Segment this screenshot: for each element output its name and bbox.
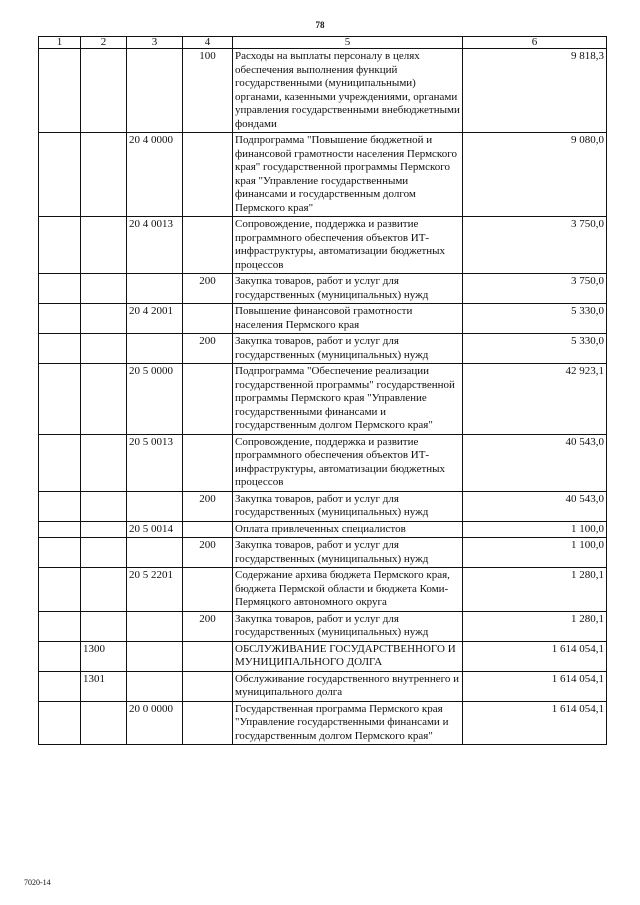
col1-cell — [39, 521, 81, 538]
amount-cell: 9 080,0 — [463, 133, 607, 217]
table-row — [39, 304, 607, 334]
section-code-cell — [81, 568, 127, 612]
description-cell: Повышение финансовой грамотности населения Пермского края — [233, 304, 463, 334]
target-article-cell: 20 4 2001 — [127, 304, 183, 334]
table-row — [39, 217, 607, 274]
description-cell: Закупка товаров, работ и услуг для государственных (муниципальных) нужд — [233, 334, 463, 364]
column-header: 4 — [183, 37, 233, 49]
section-code-cell — [81, 133, 127, 217]
col1-cell — [39, 217, 81, 274]
column-header: 6 — [463, 37, 607, 49]
col1-cell — [39, 491, 81, 521]
table-row — [39, 491, 607, 521]
col1-cell — [39, 671, 81, 701]
col1-cell — [39, 568, 81, 612]
target-article-cell — [127, 49, 183, 133]
target-article-cell: 20 5 0000 — [127, 364, 183, 435]
description-cell: Сопровождение, поддержка и развитие программного обеспечения объектов ИТ-инфраструктуры, автоматизации бюджетных процессов — [233, 434, 463, 491]
expense-type-cell — [183, 304, 233, 334]
description-cell: Расходы на выплаты персоналу в целях обеспечения выполнения функций государственными (муниципальными) органами, казенными учреждениями, органами управления государственными внебюджетными фондами — [233, 49, 463, 133]
table-row — [39, 568, 607, 612]
description-cell: Закупка товаров, работ и услуг для государственных (муниципальных) нужд — [233, 274, 463, 304]
section-code-cell — [81, 304, 127, 334]
expense-type-cell — [183, 568, 233, 612]
description-cell: Содержание архива бюджета Пермского края, бюджета Пермской области и бюджета Коми-Пермяцкого автономного округа — [233, 568, 463, 612]
expense-type-cell — [183, 217, 233, 274]
col1-cell — [39, 304, 81, 334]
table-row — [39, 611, 607, 641]
table-row — [39, 49, 607, 133]
table-row — [39, 364, 607, 435]
amount-cell: 42 923,1 — [463, 364, 607, 435]
amount-cell: 1 614 054,1 — [463, 701, 607, 745]
section-code-cell — [81, 334, 127, 364]
amount-cell: 3 750,0 — [463, 217, 607, 274]
target-article-cell — [127, 491, 183, 521]
expense-type-cell — [183, 133, 233, 217]
description-cell: Оплата привлеченных специалистов — [233, 521, 463, 538]
col1-cell — [39, 364, 81, 435]
target-article-cell: 20 5 0013 — [127, 434, 183, 491]
description-cell: Обслуживание государственного внутреннего и муниципального долга — [233, 671, 463, 701]
column-header: 3 — [127, 37, 183, 49]
table-row — [39, 521, 607, 538]
table-row — [39, 274, 607, 304]
table-row — [39, 701, 607, 745]
col1-cell — [39, 49, 81, 133]
section-code-cell — [81, 521, 127, 538]
expense-type-cell — [183, 671, 233, 701]
target-article-cell — [127, 274, 183, 304]
amount-cell: 9 818,3 — [463, 49, 607, 133]
target-article-cell — [127, 641, 183, 671]
expense-type-cell: 200 — [183, 334, 233, 364]
section-code-cell — [81, 364, 127, 435]
section-code-cell — [81, 434, 127, 491]
section-code-cell — [81, 274, 127, 304]
section-code-cell: 1301 — [81, 671, 127, 701]
expense-type-cell: 200 — [183, 538, 233, 568]
target-article-cell: 20 4 0013 — [127, 217, 183, 274]
amount-cell: 40 543,0 — [463, 434, 607, 491]
table-row — [39, 334, 607, 364]
section-code-cell — [81, 701, 127, 745]
column-header: 2 — [81, 37, 127, 49]
target-article-cell: 20 5 0014 — [127, 521, 183, 538]
expense-type-cell: 100 — [183, 49, 233, 133]
amount-cell: 40 543,0 — [463, 491, 607, 521]
target-article-cell: 20 0 0000 — [127, 701, 183, 745]
col1-cell — [39, 133, 81, 217]
column-header: 1 — [39, 37, 81, 49]
amount-cell: 3 750,0 — [463, 274, 607, 304]
col1-cell — [39, 641, 81, 671]
section-code-cell — [81, 538, 127, 568]
description-cell: Закупка товаров, работ и услуг для государственных (муниципальных) нужд — [233, 491, 463, 521]
expense-type-cell — [183, 701, 233, 745]
description-cell: Закупка товаров, работ и услуг для государственных (муниципальных) нужд — [233, 611, 463, 641]
target-article-cell — [127, 538, 183, 568]
section-code-cell: 1300 — [81, 641, 127, 671]
document-code: 7020-14 — [24, 878, 51, 887]
amount-cell: 1 100,0 — [463, 538, 607, 568]
column-header: 5 — [233, 37, 463, 49]
table-row — [39, 671, 607, 701]
col1-cell — [39, 274, 81, 304]
col1-cell — [39, 334, 81, 364]
page-number: 78 — [315, 20, 325, 30]
expense-type-cell: 200 — [183, 274, 233, 304]
table-row — [39, 538, 607, 568]
col1-cell — [39, 434, 81, 491]
amount-cell: 1 614 054,1 — [463, 641, 607, 671]
description-cell: Государственная программа Пермского края "Управление государственными финансами и государственным долгом Пермского края" — [233, 701, 463, 745]
target-article-cell: 20 4 0000 — [127, 133, 183, 217]
column-number-row — [39, 37, 607, 49]
section-code-cell — [81, 49, 127, 133]
table-row — [39, 133, 607, 217]
expense-type-cell — [183, 521, 233, 538]
amount-cell: 1 100,0 — [463, 521, 607, 538]
expense-type-cell — [183, 434, 233, 491]
section-code-cell — [81, 217, 127, 274]
table-row — [39, 641, 607, 671]
description-cell: Сопровождение, поддержка и развитие программного обеспечения объектов ИТ-инфраструктуры, автоматизации бюджетных процессов — [233, 217, 463, 274]
expense-type-cell: 200 — [183, 611, 233, 641]
amount-cell: 5 330,0 — [463, 304, 607, 334]
col1-cell — [39, 538, 81, 568]
section-code-cell — [81, 611, 127, 641]
col1-cell — [39, 701, 81, 745]
description-cell: Закупка товаров, работ и услуг для государственных (муниципальных) нужд — [233, 538, 463, 568]
expense-type-cell: 200 — [183, 491, 233, 521]
budget-table — [38, 36, 607, 745]
target-article-cell: 20 5 2201 — [127, 568, 183, 612]
amount-cell: 1 280,1 — [463, 568, 607, 612]
amount-cell: 1 280,1 — [463, 611, 607, 641]
description-cell: ОБСЛУЖИВАНИЕ ГОСУДАРСТВЕННОГО И МУНИЦИПАЛЬНОГО ДОЛГА — [233, 641, 463, 671]
target-article-cell — [127, 671, 183, 701]
col1-cell — [39, 611, 81, 641]
amount-cell: 5 330,0 — [463, 334, 607, 364]
target-article-cell — [127, 334, 183, 364]
amount-cell: 1 614 054,1 — [463, 671, 607, 701]
table-row — [39, 434, 607, 491]
target-article-cell — [127, 611, 183, 641]
section-code-cell — [81, 491, 127, 521]
description-cell: Подпрограмма "Повышение бюджетной и финансовой грамотности населения Пермского края" государственной программы Пермского края "Управление государственными финансами и государственным долгом Пермского края" — [233, 133, 463, 217]
expense-type-cell — [183, 641, 233, 671]
description-cell: Подпрограмма "Обеспечение реализации государственной программы" государственной программы Пермского края "Управление государственными финансами и государственным долгом Пермского края" — [233, 364, 463, 435]
expense-type-cell — [183, 364, 233, 435]
